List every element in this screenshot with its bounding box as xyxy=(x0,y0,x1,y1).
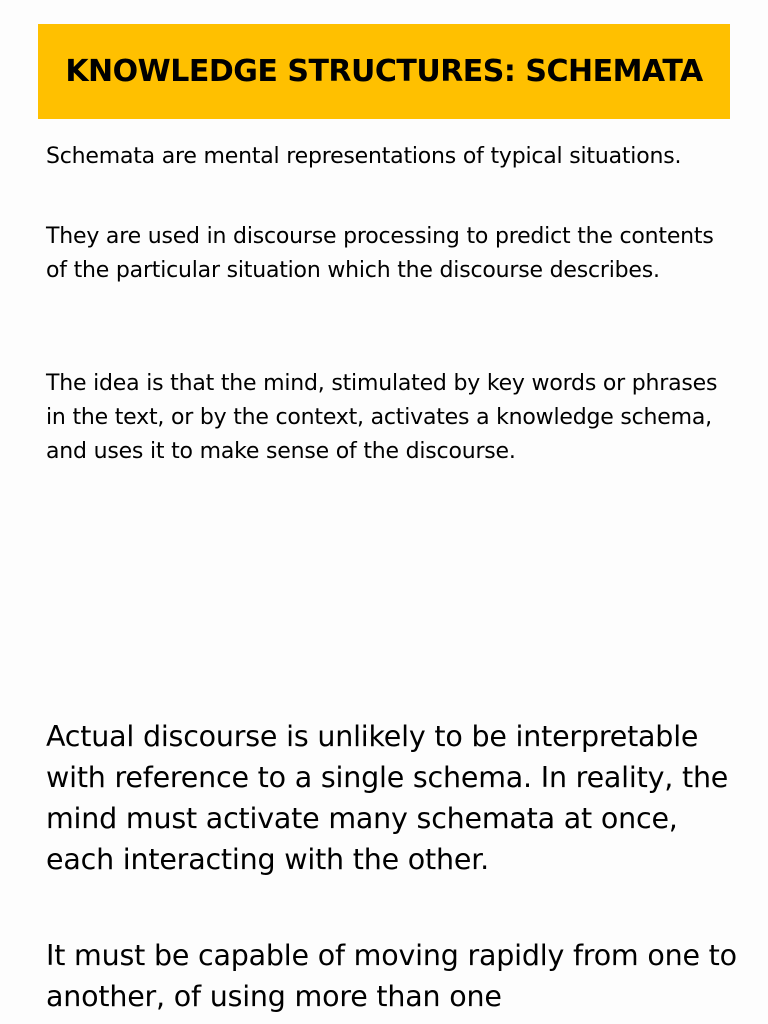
paragraph-actual-discourse: Actual discourse is unlikely to be interpretable with reference to a single schema. In reality, the mind must activate many schemata at once, each interacting with the other. xyxy=(46,720,729,876)
page-title: KNOWLEDGE STRUCTURES: SCHEMATA xyxy=(65,54,703,89)
paragraph-usage: They are used in discourse processing to predict the contents of the particular situation which the discourse describes. xyxy=(46,224,714,283)
paragraph-definition: Schemata are mental representations of typical situations. xyxy=(46,144,682,169)
title-banner xyxy=(38,24,730,119)
paragraph-moving-rapidly: It must be capable of moving rapidly from one to another, of using more than one xyxy=(46,939,737,1013)
paragraph-idea: The idea is that the mind, stimulated by key words or phrases in the text, or by the context, activates a knowledge schema, and uses it to make sense of the discourse. xyxy=(46,371,718,464)
